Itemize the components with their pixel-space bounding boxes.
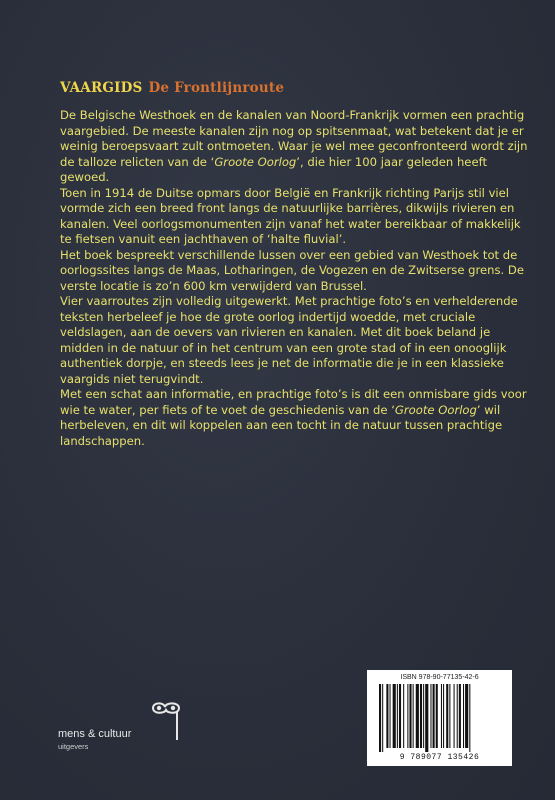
barcode-bar <box>386 684 388 748</box>
barcode-bar <box>441 684 442 748</box>
blurb-paragraph-1: De Belgische Westhoek en de kanalen van Noord-Frankrijk vormen een prachtig vaargebied. De meeste kanalen zijn nog op spitsenmaat, wat betekent dat je er weinig beroepsvaart zult ontmoeten. Waar je wel mee geconfronteerd wordt zijn de talloze relicten van de ‘Groote Oorlog’, die hier 100 jaar geleden heeft gewoed. <box>60 108 528 184</box>
barcode-bar <box>425 684 428 752</box>
barcode-bar <box>465 684 468 748</box>
mask-logo-icon <box>151 700 181 742</box>
barcode-bar <box>457 684 458 748</box>
series-title: VAARGIDS <box>60 80 143 96</box>
barcode-bar <box>463 684 464 748</box>
cover-heading <box>60 80 284 96</box>
barcode-bar <box>420 684 422 748</box>
barcode-bar <box>413 684 414 748</box>
barcode-bar <box>409 684 411 748</box>
barcode-bar <box>390 684 391 748</box>
barcode-bar <box>459 684 461 748</box>
barcode-bar <box>397 684 398 748</box>
blurb-text <box>60 108 530 449</box>
isbn-label: ISBN 978-90-77135-42-6 <box>400 674 479 681</box>
barcode-bar <box>449 684 450 748</box>
barcode-bar <box>382 684 383 752</box>
publisher-name: mens & cultuur <box>58 728 132 740</box>
barcode-bar <box>416 684 419 748</box>
blurb-paragraph-2: Toen in 1914 de Duitse opmars door België en Frankrijk richting Parijs stil viel vormde zich een breed front langs de natuurlijke barrières, dikwijls rivieren en kanalen. Veel oorlogsmonumenten zijn vanaf het water bereikbaar of makkelijk te fietsen vanuit een jachthaven of ‘halte fluvial’. <box>60 185 521 246</box>
barcode-bar <box>469 684 470 752</box>
barcode-bar <box>407 684 408 748</box>
publisher-subtitle: uitgevers <box>58 742 89 751</box>
book-title: De Frontlijnroute <box>148 80 285 96</box>
barcode-bar <box>436 684 438 748</box>
blurb-paragraph-4: Vier vaarroutes zijn volledig uitgewerkt. Met prachtige foto’s en verhelderende teksten herbeleef je hoe de grote oorlog indertijd woedde, met cruciale veldslagen, aan de oevers van rivieren en kanalen. Met dit boek beland je midden in de natuur of in het centrum van een grote stad of in een onooglijk authentiek dorpje, en steeds lees je net de informatie die je in een klassieke vaargids niet terugvindt. <box>60 294 518 386</box>
barcode-bar <box>430 684 431 748</box>
barcode-bars <box>377 684 502 752</box>
blurb-paragraph-3: Het boek bespreekt verschillende lussen over een gebied van Westhoek tot de oorlogssites langs de Maas, Lotharingen, de Vogezen en de Zwitserse grens. De verste locatie is zo’n 600 km verwijderd van Brussel. <box>60 247 524 293</box>
isbn-barcode <box>367 670 512 766</box>
barcode-bar <box>454 684 455 748</box>
ean-digits: 9 789077 135426 <box>399 753 480 762</box>
barcode-bar <box>379 684 381 752</box>
barcode-bar <box>446 684 448 748</box>
barcode-bar <box>393 684 396 748</box>
publisher-logo <box>58 700 198 750</box>
barcode-bar <box>399 684 401 748</box>
barcode-bar <box>423 684 424 748</box>
blurb-paragraph-5: Met een schat aan informatie, en prachtige foto’s is dit een onmisbare gids voor wie te water, per fiets of te voet de geschiedenis van de ‘Groote Oorlog’ wil herbeleven, en dit wil koppelen aan een tocht in de natuur tussen prachtige landschappen. <box>60 387 527 448</box>
barcode-bar <box>433 684 435 748</box>
barcode-bar <box>443 684 444 748</box>
barcode-bar <box>403 684 404 748</box>
